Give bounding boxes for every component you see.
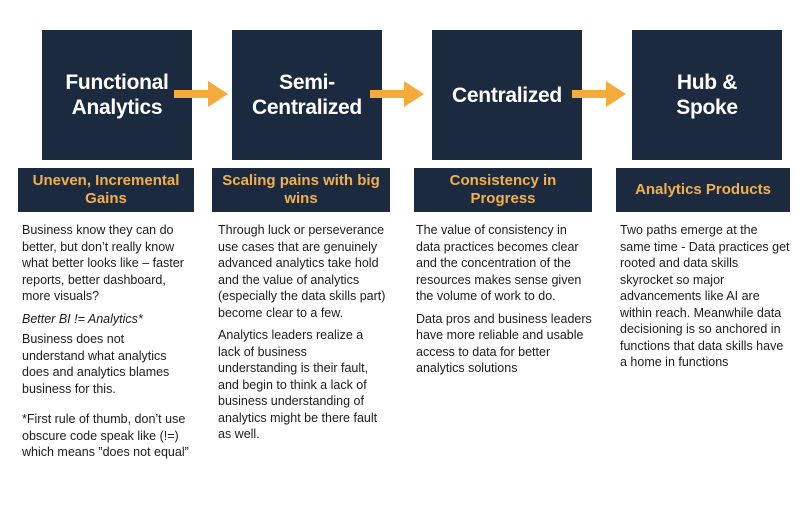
stage-box-hub-and-spoke: Hub & Spoke [632, 30, 782, 160]
description-text: Through luck or perseverance use cases that are genuinely advanced analytics take hold and the value of analytics (especially the data skills part) become clear to a few. [218, 223, 386, 320]
description-hub-and-spoke [620, 222, 790, 377]
label-uneven-incremental-gains: Uneven, Incremental Gains [18, 168, 194, 212]
right-arrow-icon [174, 80, 228, 108]
description-footnote: *First rule of thumb, don’t use obscure code speak like (!=) which means ”does not equal” [22, 412, 189, 459]
description-functional-analytics [22, 222, 190, 467]
description-text: Better BI != Analytics* [22, 311, 143, 326]
label-scaling-pains: Scaling pains with big wins [212, 168, 390, 212]
stage-box-functional-analytics: Functional Analytics [42, 30, 192, 160]
description-text: Business know they can do better, but don’t really know what better looks like – faster reports, better dashboard, more visuals? [22, 223, 184, 303]
right-arrow-icon [572, 80, 626, 108]
description-text: Two paths emerge at the same time - Data practices get rooted and data skills skyrocket so major advancements like AI are within reach. Meanwhile data decisioning is so anchored in functions that data skills have a home in functions [620, 223, 790, 369]
description-text: Data pros and business leaders have more reliable and usable access to data for better analytics solutions [416, 311, 592, 375]
stage-box-centralized: Centralized [432, 30, 582, 160]
label-analytics-products: Analytics Products [616, 168, 790, 212]
right-arrow-icon [370, 80, 424, 108]
label-consistency-in-progress: Consistency in Progress [414, 168, 592, 212]
stage-box-semi-centralized: Semi- Centralized [232, 30, 382, 160]
description-centralized [416, 222, 592, 383]
description-text: Business does not understand what analytics does and analytics blames business for this. [22, 332, 170, 396]
description-text: The value of consistency in data practices becomes clear and the concentration of the resources makes sense given the volume of work to do. [416, 223, 582, 303]
description-semi-centralized [218, 222, 386, 449]
description-text: Analytics leaders realize a lack of business understanding is their fault, and begin to think a lack of business understanding of analytics might be there fault as well. [218, 328, 378, 441]
